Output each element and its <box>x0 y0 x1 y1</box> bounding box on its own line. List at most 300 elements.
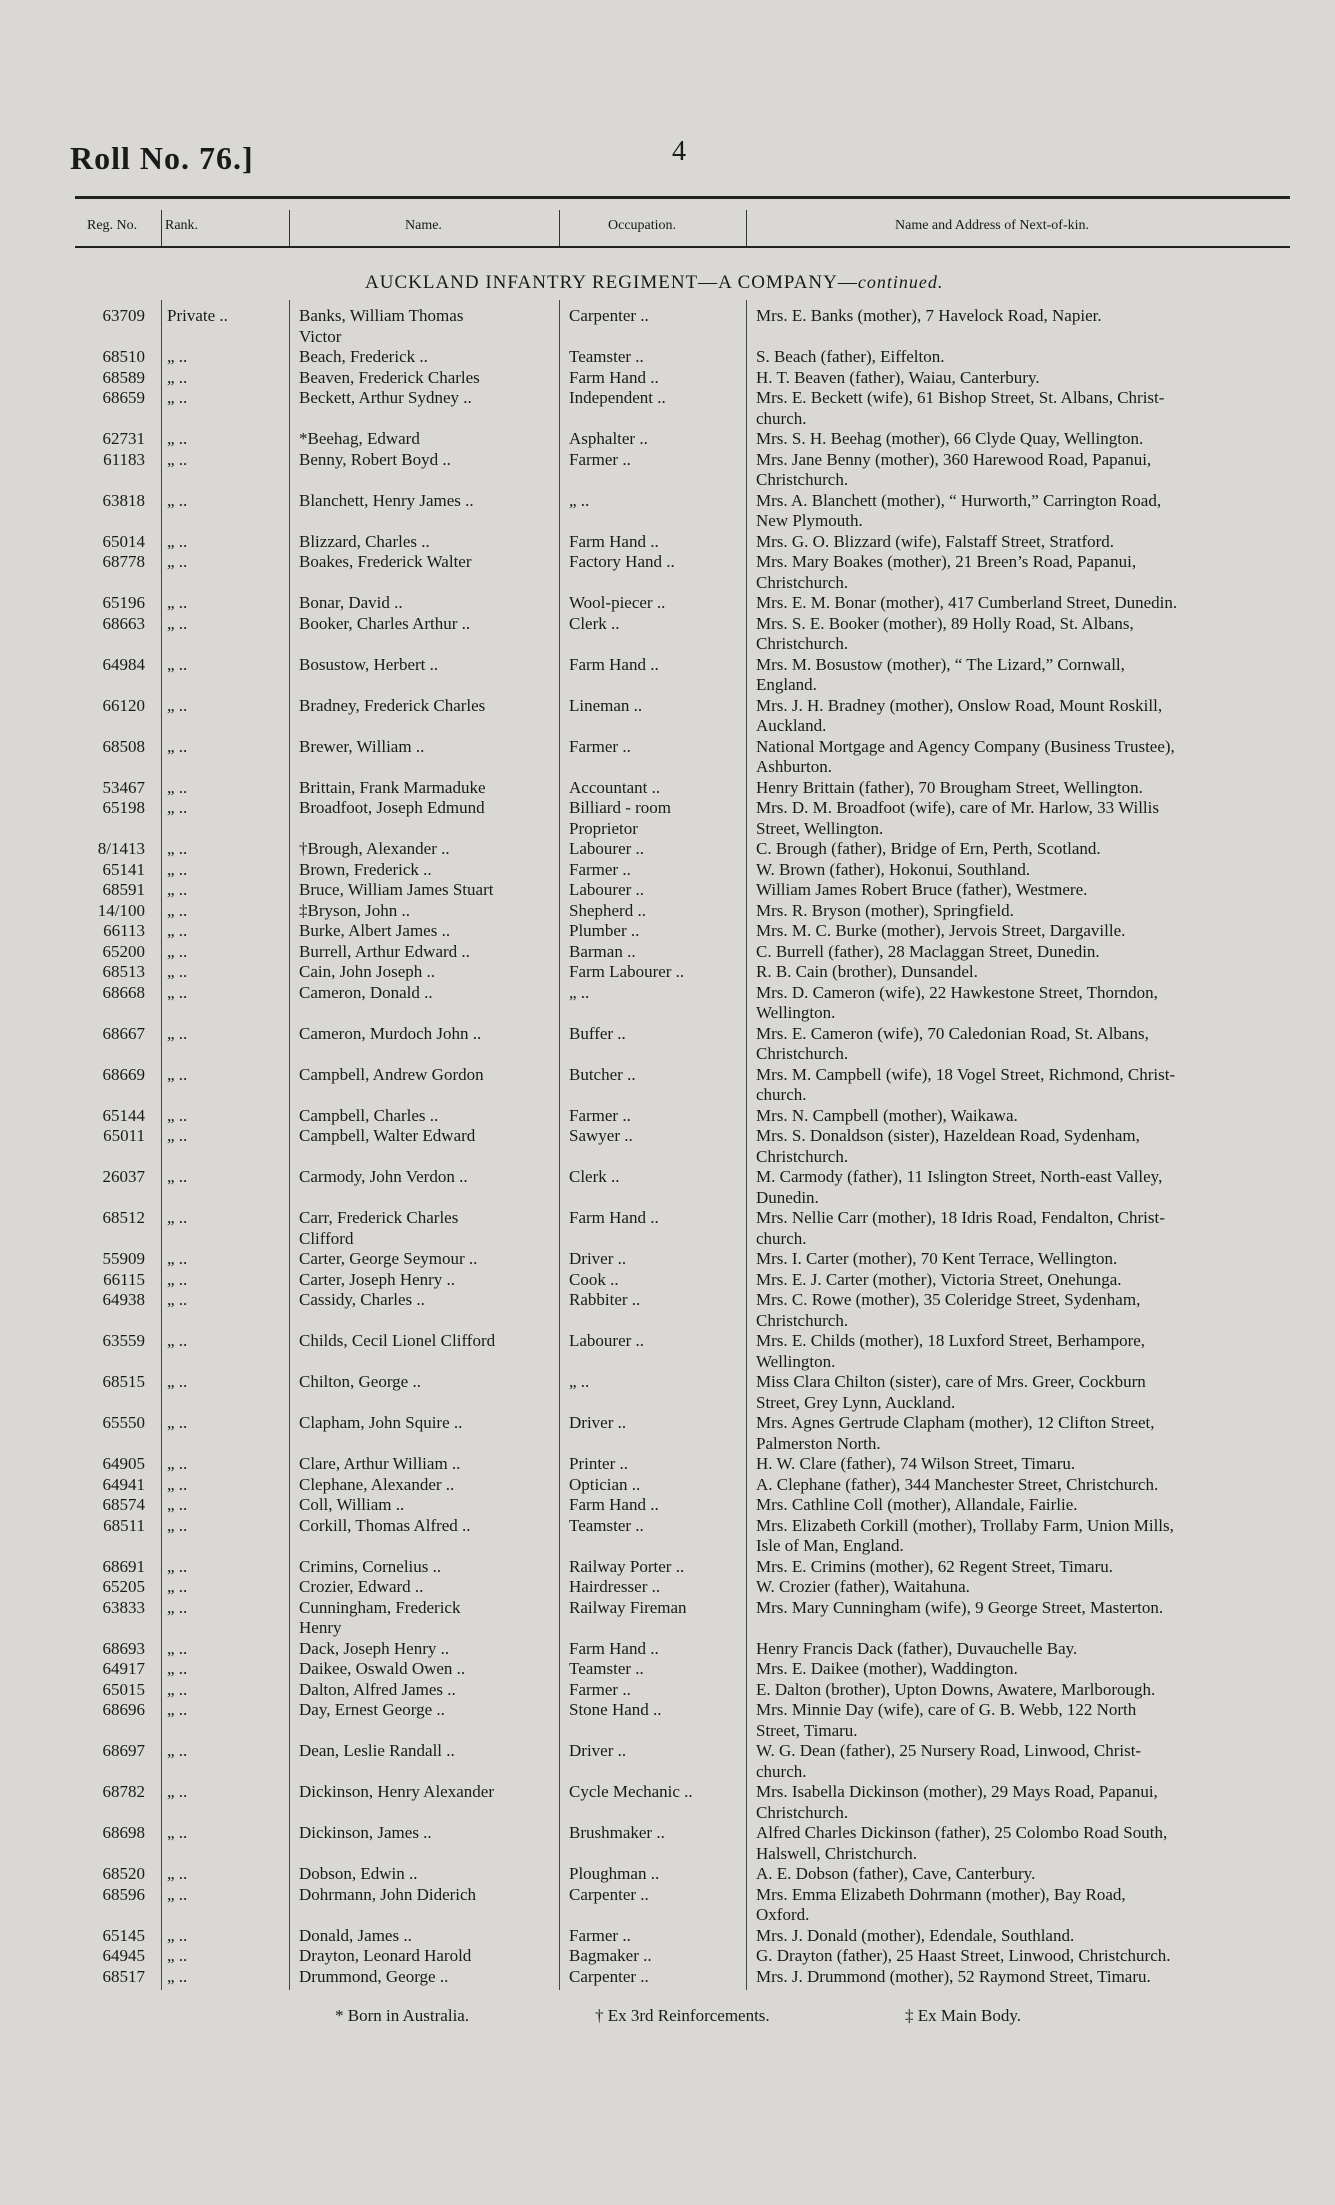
next-of-kin-cell: Mrs. G. O. Blizzard (wife), Falstaff Street, Stratford. <box>756 531 1115 551</box>
occupation-cell: Plumber .. <box>569 921 640 940</box>
occupation-cell: Labourer .. <box>569 1331 645 1350</box>
table-row <box>75 388 1305 408</box>
occupation-cell: Clerk .. <box>569 613 620 633</box>
occupation-cell: Rabbiter .. <box>569 1290 641 1309</box>
table-row <box>75 1434 1305 1454</box>
name-cell: Broadfoot, Joseph Edmund <box>299 798 485 817</box>
page-number: 4 <box>672 136 686 167</box>
next-of-kin-cell: E. Dalton (brother), Upton Downs, Awatere, Marlborough. <box>756 1679 1156 1699</box>
next-of-kin-cell: Mrs. Elizabeth Corkill (mother), Trollaby Farm, Union Mills, <box>756 1515 1174 1535</box>
table-row <box>75 1475 1305 1495</box>
rank-cell: „ .. <box>167 695 188 715</box>
name-cell: Carter, Joseph Henry .. <box>299 1269 456 1289</box>
next-of-kin-cell: Christchurch. <box>756 1310 849 1330</box>
table-row <box>75 860 1305 880</box>
occupation-cell: Farm Hand .. <box>569 1638 659 1658</box>
section-title-suffix: continued. <box>857 272 944 292</box>
next-of-kin-cell: Mrs. D. M. Broadfoot (wife), care of Mr. Harlow, 33 Willis <box>756 798 1159 817</box>
name-cell: Coll, William .. <box>299 1495 405 1514</box>
occupation-cell: Asphalter .. <box>569 429 648 448</box>
occupation-cell: Butcher .. <box>569 1064 636 1084</box>
occupation-cell: Driver .. <box>569 1413 627 1432</box>
next-of-kin-cell: Mrs. Emma Elizabeth Dohrmann (mother), Bay Road, <box>756 1884 1126 1904</box>
occupation-cell: Barman .. <box>569 941 636 961</box>
next-of-kin-cell: Mrs. M. C. Burke (mother), Jervois Street, Dargaville. <box>756 921 1126 940</box>
occupation-cell: Proprietor <box>569 818 638 838</box>
table-row <box>75 1495 1305 1515</box>
next-of-kin-cell: church. <box>756 1085 807 1104</box>
reg-number-cell: 68667 <box>102 1023 145 1043</box>
reg-number-cell: 68591 <box>102 880 145 899</box>
name-cell: Blizzard, Charles .. <box>299 531 430 551</box>
occupation-cell: Optician .. <box>569 1474 641 1494</box>
occupation-cell: Factory Hand .. <box>569 552 675 571</box>
occupation-cell: „ .. <box>569 1372 590 1391</box>
occupation-cell: Ploughman .. <box>569 1864 660 1883</box>
reg-number-cell: 8/1413 <box>97 839 145 858</box>
occupation-cell: Cycle Mechanic .. <box>569 1782 693 1801</box>
occupation-cell: „ .. <box>569 982 590 1002</box>
table-row <box>75 1557 1305 1577</box>
next-of-kin-cell: Christchurch. <box>756 1802 849 1822</box>
table-row <box>75 1024 1305 1044</box>
reg-number-cell: 63559 <box>102 1331 145 1350</box>
next-of-kin-cell: Mrs. Jane Benny (mother), 360 Harewood Road, Papanui, <box>756 449 1152 469</box>
next-of-kin-cell: Mrs. E. Childs (mother), 18 Luxford Street, Berhampore, <box>756 1331 1146 1350</box>
next-of-kin-cell: Mrs. D. Cameron (wife), 22 Hawkestone Street, Thorndon, <box>756 982 1158 1002</box>
reg-number-cell: 68659 <box>102 388 145 407</box>
column-header-kin: Name and Address of Next-of-kin. <box>895 218 1090 233</box>
name-cell: Benny, Robert Boyd .. <box>299 449 451 469</box>
name-cell: Bradney, Frederick Charles <box>299 695 486 715</box>
occupation-cell: Hairdresser .. <box>569 1577 661 1596</box>
next-of-kin-cell: M. Carmody (father), 11 Islington Street, North-east Valley, <box>756 1167 1163 1186</box>
rank-cell: „ .. <box>167 1105 188 1125</box>
next-of-kin-cell: G. Drayton (father), 25 Haast Street, Linwood, Christchurch. <box>756 1946 1171 1965</box>
occupation-cell: Printer .. <box>569 1454 629 1473</box>
table-row <box>75 983 1305 1003</box>
table-row <box>75 1126 1305 1146</box>
occupation-cell: Bagmaker .. <box>569 1946 652 1965</box>
rank-cell: „ .. <box>167 1946 188 1965</box>
table-row <box>75 573 1305 593</box>
table-row <box>75 1680 1305 1700</box>
rank-cell: „ .. <box>167 1638 188 1658</box>
table-row <box>75 1003 1305 1023</box>
reg-number-cell: 68517 <box>102 1966 145 1986</box>
rank-cell: „ .. <box>167 552 188 571</box>
reg-number-cell: 68515 <box>102 1372 145 1391</box>
next-of-kin-cell: Oxford. <box>756 1905 810 1924</box>
occupation-cell: Farm Hand .. <box>569 367 659 387</box>
table-row <box>75 1167 1305 1187</box>
occupation-cell: Carpenter .. <box>569 1966 649 1986</box>
rank-cell: „ .. <box>167 839 188 858</box>
occupation-cell: Teamster .. <box>569 1515 644 1535</box>
section-title <box>365 272 943 294</box>
rank-cell: Private .. <box>167 306 228 325</box>
table-row <box>75 450 1305 470</box>
rank-cell: „ .. <box>167 982 188 1002</box>
name-cell: Campbell, Charles .. <box>299 1105 439 1125</box>
next-of-kin-cell: R. B. Cain (brother), Dunsandel. <box>756 962 978 981</box>
occupation-cell: Stone Hand .. <box>569 1700 662 1719</box>
rank-cell: „ .. <box>167 531 188 551</box>
next-of-kin-cell: S. Beach (father), Eiffelton. <box>756 347 945 366</box>
name-cell: Dohrmann, John Diderich <box>299 1884 477 1904</box>
name-cell: Brewer, William .. <box>299 736 425 756</box>
rank-cell: „ .. <box>167 1167 188 1186</box>
name-cell: Dean, Leslie Randall .. <box>299 1741 455 1760</box>
rank-cell: „ .. <box>167 1679 188 1699</box>
rank-cell: „ .. <box>167 654 188 674</box>
name-cell: Drayton, Leonard Harold <box>299 1946 472 1965</box>
reg-number-cell: 65205 <box>102 1577 145 1596</box>
name-cell: Henry <box>299 1618 342 1637</box>
column-header-occupation: Occupation. <box>608 218 677 233</box>
reg-number-cell: 68697 <box>102 1741 145 1760</box>
table-row <box>75 1229 1305 1249</box>
table-row <box>75 839 1305 859</box>
next-of-kin-cell: Christchurch. <box>756 634 849 653</box>
table-row <box>75 552 1305 572</box>
next-of-kin-cell: Mrs. E. Daikee (mother), Waddington. <box>756 1659 1018 1678</box>
rank-cell: „ .. <box>167 1925 188 1945</box>
table-row <box>75 1044 1305 1064</box>
occupation-cell: Teamster .. <box>569 347 644 366</box>
next-of-kin-cell: Mrs. Nellie Carr (mother), 18 Idris Road, Fendalton, Christ- <box>756 1208 1165 1227</box>
rank-cell: „ .. <box>167 1331 188 1350</box>
rank-cell: „ .. <box>167 1515 188 1535</box>
table-row <box>75 1700 1305 1720</box>
name-cell: Dack, Joseph Henry .. <box>299 1638 450 1658</box>
table-row <box>75 1106 1305 1126</box>
reg-number-cell: 64941 <box>102 1474 145 1494</box>
next-of-kin-cell: England. <box>756 675 817 694</box>
next-of-kin-cell: Mrs. S. E. Booker (mother), 89 Holly Road, St. Albans, <box>756 613 1134 633</box>
rank-cell: „ .. <box>167 962 188 981</box>
rank-cell: „ .. <box>167 1249 188 1268</box>
next-of-kin-cell: Mrs. M. Campbell (wife), 18 Vogel Street, Richmond, Christ- <box>756 1064 1176 1084</box>
reg-number-cell: 68696 <box>102 1700 145 1719</box>
reg-number-cell: 68663 <box>102 613 145 633</box>
reg-number-cell: 68511 <box>103 1515 145 1535</box>
name-cell: Dickinson, Henry Alexander <box>299 1782 494 1801</box>
table-row <box>75 634 1305 654</box>
table-row <box>75 1946 1305 1966</box>
next-of-kin-cell: Christchurch. <box>756 572 849 592</box>
table-row <box>75 470 1305 490</box>
table-row <box>75 1147 1305 1167</box>
next-of-kin-cell: H. T. Beaven (father), Waiau, Canterbury. <box>756 367 1040 387</box>
table-row <box>75 1352 1305 1372</box>
reg-number-cell: 55909 <box>102 1249 145 1268</box>
next-of-kin-cell: Mrs. M. Bosustow (mother), “ The Lizard,” Cornwall, <box>756 654 1125 674</box>
reg-number-cell: 68669 <box>102 1064 145 1084</box>
rank-cell: „ .. <box>167 1474 188 1494</box>
name-cell: Bonar, David .. <box>299 593 403 612</box>
occupation-cell: Buffer .. <box>569 1023 626 1043</box>
table-row <box>75 798 1305 818</box>
table-row <box>75 532 1305 552</box>
name-cell: Cameron, Donald .. <box>299 982 433 1002</box>
reg-number-cell: 66115 <box>103 1269 145 1289</box>
name-cell: Carr, Frederick Charles <box>299 1208 459 1227</box>
table-row <box>75 962 1305 982</box>
table-row <box>75 1085 1305 1105</box>
occupation-cell: Lineman .. <box>569 695 643 715</box>
next-of-kin-cell: Street, Wellington. <box>756 818 884 838</box>
name-cell: Childs, Cecil Lionel Clifford <box>299 1331 496 1350</box>
reg-number-cell: 65198 <box>102 798 145 817</box>
rank-cell: „ .. <box>167 1495 188 1514</box>
table-row <box>75 491 1305 511</box>
rank-cell: „ .. <box>167 859 188 879</box>
occupation-cell: Farmer .. <box>569 1679 631 1699</box>
rank-cell: „ .. <box>167 388 188 407</box>
name-cell: Cameron, Murdoch John .. <box>299 1023 482 1043</box>
reg-number-cell: 65196 <box>102 593 145 612</box>
name-cell: Daikee, Oswald Owen .. <box>299 1659 466 1678</box>
reg-number-cell: 68782 <box>102 1782 145 1801</box>
occupation-cell: Farm Hand .. <box>569 654 659 674</box>
rank-cell: „ .. <box>167 429 188 448</box>
occupation-cell: Farmer .. <box>569 1105 631 1125</box>
rank-cell: „ .. <box>167 1864 188 1883</box>
next-of-kin-cell: Alfred Charles Dickinson (father), 25 Colombo Road South, <box>756 1823 1168 1842</box>
table-row <box>75 942 1305 962</box>
next-of-kin-cell: Mrs. I. Carter (mother), 70 Kent Terrace, Wellington. <box>756 1249 1118 1268</box>
occupation-cell: Railway Fireman <box>569 1597 687 1617</box>
next-of-kin-cell: Mrs. J. Drummond (mother), 52 Raymond Street, Timaru. <box>756 1966 1151 1986</box>
table-row <box>75 1290 1305 1310</box>
next-of-kin-cell: Mrs. C. Rowe (mother), 35 Coleridge Street, Sydenham, <box>756 1290 1141 1309</box>
reg-number-cell: 65011 <box>103 1126 145 1145</box>
next-of-kin-cell: Halswell, Christchurch. <box>756 1843 917 1863</box>
occupation-cell: Labourer .. <box>569 880 645 899</box>
header-rule <box>75 246 1290 248</box>
table-row <box>75 778 1305 798</box>
next-of-kin-cell: Mrs. R. Bryson (mother), Springfield. <box>756 900 1014 920</box>
name-cell: Boakes, Frederick Walter <box>299 552 472 571</box>
occupation-cell: Clerk .. <box>569 1167 620 1186</box>
occupation-cell: Farmer .. <box>569 859 631 879</box>
table-row <box>75 409 1305 429</box>
table-row <box>75 1331 1305 1351</box>
reg-number-cell: 66113 <box>103 921 145 940</box>
table-row <box>75 327 1305 347</box>
rank-cell: „ .. <box>167 1741 188 1760</box>
name-cell: Banks, William Thomas <box>299 306 464 325</box>
table-row <box>75 593 1305 613</box>
name-cell: Day, Ernest George .. <box>299 1700 445 1719</box>
table-row <box>75 1803 1305 1823</box>
reg-number-cell: 63833 <box>102 1597 145 1617</box>
column-header-name: Name. <box>405 218 442 233</box>
reg-number-cell: 68520 <box>102 1864 145 1883</box>
next-of-kin-cell: Mrs. S. H. Beehag (mother), 66 Clyde Quay, Wellington. <box>756 429 1144 448</box>
name-cell: Booker, Charles Arthur .. <box>299 613 471 633</box>
reg-number-cell: 68512 <box>102 1208 145 1227</box>
table-row <box>75 1885 1305 1905</box>
name-cell: Crimins, Cornelius .. <box>299 1556 442 1576</box>
reg-number-cell: 68574 <box>102 1495 145 1514</box>
next-of-kin-cell: Street, Timaru. <box>756 1720 858 1740</box>
rank-cell: „ .. <box>167 1064 188 1084</box>
occupation-cell: Sawyer .. <box>569 1126 633 1145</box>
occupation-cell: Independent .. <box>569 388 666 407</box>
table-row <box>75 1270 1305 1290</box>
rank-cell: „ .. <box>167 613 188 633</box>
rank-cell: „ .. <box>167 1782 188 1801</box>
reg-number-cell: 64938 <box>102 1290 145 1309</box>
name-cell: Dobson, Edwin .. <box>299 1864 418 1883</box>
top-rule <box>75 196 1290 199</box>
reg-number-cell: 68596 <box>102 1884 145 1904</box>
name-cell: Bosustow, Herbert .. <box>299 654 439 674</box>
rank-cell: „ .. <box>167 367 188 387</box>
rank-cell: „ .. <box>167 1556 188 1576</box>
next-of-kin-cell: C. Burrell (father), 28 Maclaggan Street, Dunedin. <box>756 941 1100 961</box>
table-row <box>75 1249 1305 1269</box>
reg-number-cell: 65141 <box>102 859 145 879</box>
reg-number-cell: 53467 <box>102 777 145 797</box>
table-row <box>75 347 1305 367</box>
reg-number-cell: 68691 <box>102 1556 145 1576</box>
next-of-kin-cell: Mrs. E. Banks (mother), 7 Havelock Road, Napier. <box>756 306 1102 325</box>
reg-number-cell: 65200 <box>102 941 145 961</box>
occupation-cell: Driver .. <box>569 1741 627 1760</box>
occupation-cell: Farm Hand .. <box>569 531 659 551</box>
table-row <box>75 1188 1305 1208</box>
next-of-kin-cell: Mrs. Minnie Day (wife), care of G. B. Webb, 122 North <box>756 1700 1137 1719</box>
footnote-ex-main: ‡ Ex Main Body. <box>905 2006 1022 2025</box>
name-cell: Campbell, Andrew Gordon <box>299 1064 484 1084</box>
next-of-kin-cell: New Plymouth. <box>756 511 863 530</box>
name-cell: Beaven, Frederick Charles <box>299 367 480 387</box>
rank-cell: „ .. <box>167 798 188 817</box>
rank-cell: „ .. <box>167 921 188 940</box>
next-of-kin-cell: Christchurch. <box>756 470 849 489</box>
reg-number-cell: 65550 <box>102 1413 145 1432</box>
next-of-kin-cell: Mrs. N. Campbell (mother), Waikawa. <box>756 1105 1018 1125</box>
reg-number-cell: 64905 <box>102 1454 145 1473</box>
table-row <box>75 757 1305 777</box>
name-cell: Campbell, Walter Edward <box>299 1126 476 1145</box>
rank-cell: „ .. <box>167 1700 188 1719</box>
footnote-born-australia: * Born in Australia. <box>335 2006 470 2025</box>
reg-number-cell: 66120 <box>102 695 145 715</box>
next-of-kin-cell: Mrs. Isabella Dickinson (mother), 29 Mays Road, Papanui, <box>756 1782 1158 1801</box>
occupation-cell: Carpenter .. <box>569 1884 649 1904</box>
roll-title: Roll No. 76.] <box>70 140 254 176</box>
table-row <box>75 696 1305 716</box>
rank-cell: „ .. <box>167 900 188 920</box>
name-cell: Carter, George Seymour .. <box>299 1249 478 1268</box>
next-of-kin-cell: W. Brown (father), Hokonui, Southland. <box>756 859 1031 879</box>
rank-cell: „ .. <box>167 1372 188 1391</box>
next-of-kin-cell: Mrs. A. Blanchett (mother), “ Hurworth,” Carrington Road, <box>756 490 1162 510</box>
table-row <box>75 1577 1305 1597</box>
next-of-kin-cell: Isle of Man, England. <box>756 1536 904 1555</box>
name-cell: Clephane, Alexander .. <box>299 1474 455 1494</box>
table-row <box>75 1598 1305 1618</box>
next-of-kin-cell: Henry Brittain (father), 70 Brougham Street, Wellington. <box>756 777 1143 797</box>
occupation-cell: Farm Hand .. <box>569 1495 659 1514</box>
reg-number-cell: 68668 <box>102 982 145 1002</box>
rank-cell: „ .. <box>167 1577 188 1596</box>
name-cell: Cain, John Joseph .. <box>299 962 435 981</box>
reg-number-cell: 68693 <box>102 1638 145 1658</box>
next-of-kin-cell: Mrs. E. Crimins (mother), 62 Regent Street, Timaru. <box>756 1556 1113 1576</box>
next-of-kin-cell: Mrs. Mary Boakes (mother), 21 Breen’s Road, Papanui, <box>756 552 1137 571</box>
rank-cell: „ .. <box>167 449 188 469</box>
rank-cell: „ .. <box>167 880 188 899</box>
occupation-cell: Driver .. <box>569 1249 627 1268</box>
table-row <box>75 819 1305 839</box>
reg-number-cell: 64945 <box>102 1946 145 1965</box>
table-row <box>75 306 1305 326</box>
table-row <box>75 1393 1305 1413</box>
occupation-cell: Carpenter .. <box>569 306 649 325</box>
occupation-cell: Farm Hand .. <box>569 1208 659 1227</box>
name-cell: Clifford <box>299 1228 354 1248</box>
next-of-kin-cell: church. <box>756 1228 807 1248</box>
name-cell: Carmody, John Verdon .. <box>299 1167 468 1186</box>
rank-cell: „ .. <box>167 1884 188 1904</box>
name-cell: Cassidy, Charles .. <box>299 1290 425 1309</box>
table-row <box>75 1659 1305 1679</box>
next-of-kin-cell: Mrs. Agnes Gertrude Clapham (mother), 12 Clifton Street, <box>756 1413 1155 1432</box>
occupation-cell: „ .. <box>569 490 590 510</box>
rank-cell: „ .. <box>167 490 188 510</box>
table-row <box>75 1536 1305 1556</box>
name-cell: Victor <box>299 326 342 346</box>
table-row <box>75 1516 1305 1536</box>
occupation-cell: Cook .. <box>569 1269 619 1289</box>
next-of-kin-cell: A. Clephane (father), 344 Manchester Street, Christchurch. <box>756 1474 1159 1494</box>
next-of-kin-cell: Wellington. <box>756 1351 836 1371</box>
table-row <box>75 1864 1305 1884</box>
column-header-reg: Reg. No. <box>87 218 138 233</box>
next-of-kin-cell: Street, Grey Lynn, Auckland. <box>756 1392 956 1412</box>
next-of-kin-cell: C. Brough (father), Bridge of Ern, Perth, Scotland. <box>756 839 1101 858</box>
next-of-kin-cell: Dunedin. <box>756 1187 819 1207</box>
next-of-kin-cell: Auckland. <box>756 716 827 735</box>
table-row <box>75 1926 1305 1946</box>
rank-cell: „ .. <box>167 1597 188 1617</box>
table-row <box>75 880 1305 900</box>
occupation-cell: Accountant .. <box>569 777 661 797</box>
occupation-cell: Railway Porter .. <box>569 1556 685 1576</box>
occupation-cell: Wool-piecer .. <box>569 593 666 612</box>
name-cell: Clare, Arthur William .. <box>299 1454 461 1473</box>
reg-number-cell: 63709 <box>102 306 145 325</box>
rank-cell: „ .. <box>167 1823 188 1842</box>
rank-cell: „ .. <box>167 1269 188 1289</box>
name-cell: Brittain, Frank Marmaduke <box>299 777 486 797</box>
reg-number-cell: 68589 <box>102 367 145 387</box>
name-cell: Beach, Frederick .. <box>299 347 428 366</box>
occupation-cell: Farmer .. <box>569 1925 631 1945</box>
table-row <box>75 1065 1305 1085</box>
reg-number-cell: 61183 <box>103 449 145 469</box>
reg-number-cell: 68508 <box>102 736 145 756</box>
occupation-cell: Teamster .. <box>569 1659 644 1678</box>
next-of-kin-cell: Miss Clara Chilton (sister), care of Mrs. Greer, Cockburn <box>756 1372 1146 1391</box>
next-of-kin-cell: Christchurch. <box>756 1146 849 1166</box>
occupation-cell: Shepherd .. <box>569 900 646 920</box>
